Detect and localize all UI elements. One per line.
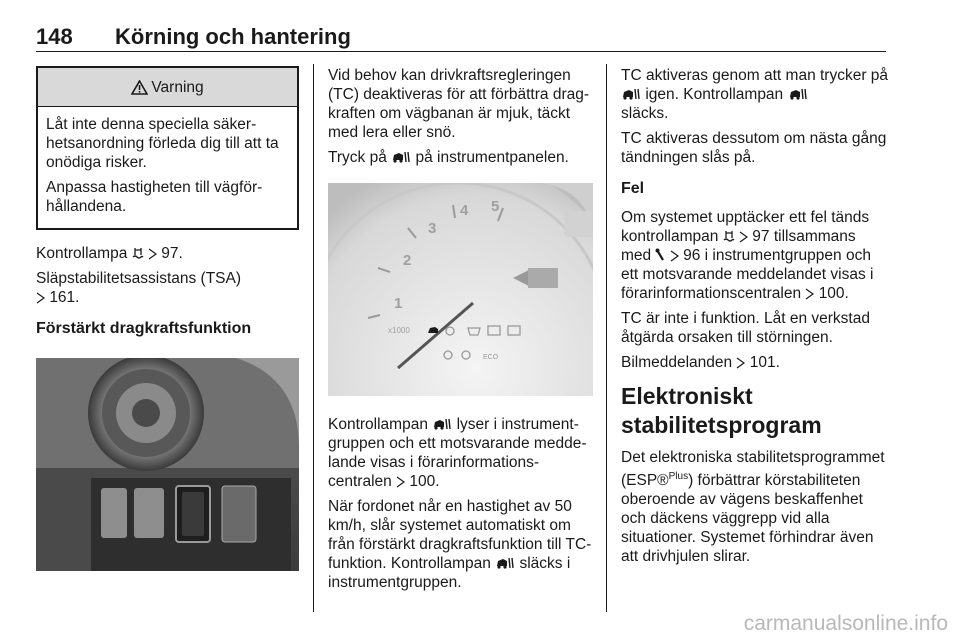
page-reference: 100. <box>409 473 440 490</box>
text: Kontrollampan <box>328 416 428 433</box>
paragraph: Vid behov kan drivkraftsregleringen (TC) deaktiveras för att förbättra dragkraften om vägbanan är mjuk, täckt med lera eller snö. <box>328 67 590 141</box>
tc-warning-lamp-icon <box>723 229 735 243</box>
paragraph <box>36 244 299 263</box>
paragraph <box>621 66 889 123</box>
paragraph <box>621 448 889 566</box>
tc-warning-lamp-icon <box>132 246 144 260</box>
paragraph: TC är inte i funktion. Låt en verkstad åtgärda orsaken till störningen. <box>621 310 870 346</box>
traction-button-icon <box>391 150 411 164</box>
page-ref-arrow-icon <box>396 476 405 488</box>
page-reference: 100. <box>818 285 849 302</box>
text: Om systemet upptäcker ett fel tänds kontrollampan <box>621 209 870 245</box>
column-divider-2 <box>606 64 607 612</box>
warning-triangle-icon <box>131 80 148 95</box>
page-ref-arrow-icon <box>148 248 157 260</box>
text: ) förbättrar körstabiliteten oberoende av vägens beskaffenhet och däckens väggrepp vid alla situationer. Systemet förhindrar även att drivhjulen slirar. <box>621 472 874 566</box>
column-1 <box>36 66 299 576</box>
page-ref-arrow-icon <box>670 250 679 262</box>
text: lyser i instrumentgruppen och ett motsvarande meddelande visas i förarinformationscentralen <box>328 416 587 490</box>
superscript: Plus <box>668 471 689 482</box>
warning-header <box>38 68 297 107</box>
page-number: 148 <box>36 24 73 49</box>
traction-lamp-icon <box>495 556 515 570</box>
instrument-cluster-photo <box>328 183 593 396</box>
warning-box <box>36 66 299 230</box>
text: igen. Kontrollampan <box>645 86 784 103</box>
dial-multiplier: x1000 <box>388 326 410 335</box>
traction-button-icon <box>621 87 641 101</box>
column-divider-1 <box>313 64 314 612</box>
watermark: carmanualsonline.info <box>743 612 948 635</box>
text: Bilmeddelanden <box>621 354 733 371</box>
traction-lamp-icon <box>432 417 452 431</box>
traction-lamp-icon <box>788 87 808 101</box>
dial-tick-label: 2 <box>403 252 412 269</box>
eco-label: ECO <box>483 354 499 361</box>
page-header <box>36 24 886 54</box>
warning-title: Varning <box>151 78 204 96</box>
subheading-fel: Fel <box>621 180 645 197</box>
subheading: Förstärkt dragkraftsfunktion <box>36 320 252 337</box>
text: Det elektroniska stabilitetsprogrammet (ESP® <box>621 449 885 490</box>
page-ref-arrow-icon <box>739 231 748 243</box>
page-ref-arrow-icon <box>805 288 814 300</box>
paragraph <box>621 208 889 303</box>
dial-tick-label: 4 <box>460 202 469 219</box>
text: på instrumentpanelen. <box>415 149 569 166</box>
page-reference: 161. <box>49 289 80 306</box>
switch-panel-photo <box>36 358 299 571</box>
text: När fordonet når en hastighet av 50 km/h, slår systemet automatiskt om från förstärkt dragkraftsfunktion till TC-funktion. Kontrollampan <box>328 498 592 572</box>
page-reference: 96 i instrumentgruppen och ett motsvarande meddelandet visas i förarinformationscentralen <box>621 247 874 302</box>
section-heading-line-2: stabilitetsprogram <box>621 412 822 438</box>
text: Kontrollampa <box>36 245 128 262</box>
paragraph <box>621 353 889 372</box>
dial-tick-label: 1 <box>394 295 403 312</box>
text: Släpstabilitetsassistans (TSA) <box>36 270 242 287</box>
wrench-icon <box>655 248 665 262</box>
page-ref-arrow-icon <box>736 357 745 369</box>
dial-tick-label: 5 <box>491 198 500 215</box>
page-reference: 97 tillsammans med <box>621 228 856 264</box>
column-3 <box>621 66 889 572</box>
text: TC aktiveras genom att man trycker på <box>621 67 889 84</box>
page-reference: 97. <box>161 245 183 262</box>
header-rule <box>36 51 886 52</box>
warning-paragraph-2: Anpassa hastigheten till vägförhållandena. <box>46 179 263 215</box>
paragraph <box>328 497 593 592</box>
page-ref-arrow-icon <box>36 292 45 304</box>
paragraph: TC aktiveras dessutom om nästa gång tändningen slås på. <box>621 130 887 166</box>
page-reference: 101. <box>749 354 780 371</box>
paragraph <box>328 148 593 167</box>
text: släcks. <box>621 105 669 122</box>
section-heading <box>621 382 889 440</box>
warning-paragraph-1: Låt inte denna speciella säkerhetsanordning förleda dig till att ta onödiga risker. <box>46 116 279 171</box>
text: släcks i instrumentgruppen. <box>328 555 571 591</box>
paragraph <box>328 415 593 491</box>
section-heading-line-1: Elektroniskt <box>621 383 753 409</box>
chapter-title: Körning och hantering <box>115 24 351 49</box>
paragraph <box>36 269 299 307</box>
text: Tryck på <box>328 149 387 166</box>
dial-tick-label: 3 <box>428 220 437 237</box>
column-2 <box>328 66 593 598</box>
